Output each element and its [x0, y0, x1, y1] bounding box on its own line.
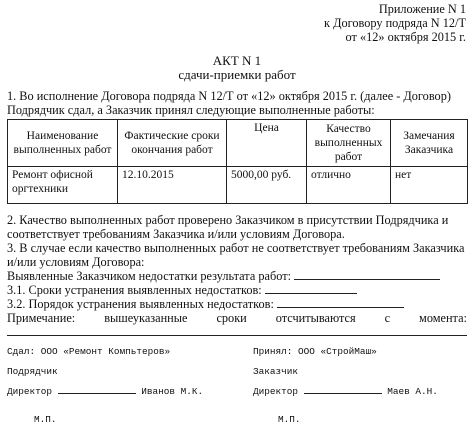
- customer-position: Директор: [253, 386, 299, 397]
- contractor-signature-line: [7, 386, 203, 398]
- paragraph-2: [7, 213, 448, 241]
- note-word-4: отсчитываются: [275, 311, 356, 325]
- note-word-6: момента:: [419, 311, 467, 325]
- paragraph-1: [7, 89, 451, 117]
- cell-remarks: нет: [391, 167, 468, 204]
- contractor-handed: Сдал: ООО «Ремонт Компьтеров»: [7, 346, 171, 357]
- note-word-1: Примечание:: [7, 311, 76, 325]
- deadline-blank: [265, 293, 357, 294]
- table-header-row: [8, 120, 468, 167]
- note-word-5: с: [384, 311, 391, 325]
- defects-blank: [294, 279, 440, 280]
- procedure-label: 3.2. Порядок устранения выявленных недостатков:: [7, 297, 274, 311]
- paragraph-3: [7, 241, 467, 339]
- paragraph-3-line-1: 3. В случае если качество выполненных работ не соответствует требованиям Заказчика: [7, 241, 465, 255]
- procedure-blank: [277, 307, 404, 308]
- contractor-position: Директор: [7, 386, 53, 397]
- customer-accepted: Принял: ООО «СтройМаш»: [253, 346, 377, 357]
- customer-signature-blank: [304, 393, 382, 394]
- header-quality: Качество выполненных работ: [307, 120, 391, 167]
- paragraph-1-line-2: Подрядчик сдал, а Заказчик принял следующие выполненные работы:: [7, 103, 375, 117]
- paragraph-3-line-2: и/или условиям Договора:: [7, 255, 145, 269]
- customer-stamp: М.П.: [278, 414, 301, 425]
- appendix-line-2: к Договору подряда N 12/Т: [324, 16, 466, 30]
- contractor-role: Подрядчик: [7, 366, 58, 377]
- header-remarks: Замечания Заказчика: [391, 120, 468, 167]
- paragraph-2-line-1: 2. Качество выполненных работ проверено Заказчиком в присутствии Подрядчика и: [7, 213, 449, 227]
- note-line: [7, 311, 467, 325]
- note-blank: [7, 332, 467, 336]
- contractor-name: Иванов М.К.: [141, 386, 204, 397]
- customer-name: Маев А.Н.: [387, 386, 438, 397]
- customer-signature-line: [253, 386, 438, 398]
- cell-date: 12.10.2015: [118, 167, 227, 204]
- document-title: [0, 54, 474, 82]
- header-work-name: Наименование выполненных работ: [8, 120, 118, 167]
- table-row: [8, 167, 468, 204]
- cell-price: 5000,00 руб.: [227, 167, 307, 204]
- appendix-line-1: Приложение N 1: [378, 2, 466, 16]
- note-word-2: вышеуказанные: [104, 311, 188, 325]
- cell-work-name: Ремонт офисной оргтехники: [8, 167, 118, 204]
- procedure-line: [7, 297, 467, 311]
- paragraph-2-line-2: соответствует требованиям Заказчика и/или условиям Договора.: [7, 227, 345, 241]
- contractor-signature-blank: [58, 393, 136, 394]
- defects-label: Выявленные Заказчиком недостатки результата работ:: [7, 269, 291, 283]
- title-sub: сдачи-приемки работ: [178, 67, 296, 82]
- cell-quality: отлично: [307, 167, 391, 204]
- defects-line: [7, 269, 467, 283]
- works-table: [7, 119, 468, 204]
- customer-role: Заказчик: [253, 366, 299, 377]
- paragraph-1-line-1: 1. Во исполнение Договора подряда N 12/Т от «12» октября 2015 г. (далее - Договор): [7, 89, 451, 103]
- contractor-stamp: М.П.: [34, 414, 57, 425]
- deadline-label: 3.1. Сроки устранения выявленных недостатков:: [7, 283, 262, 297]
- header-price: Цена: [227, 120, 307, 167]
- title-main: АКТ N 1: [212, 53, 262, 68]
- appendix-line-3: от «12» октября 2015 г.: [345, 30, 466, 44]
- note-word-3: сроки: [216, 311, 247, 325]
- appendix-header: [324, 2, 466, 44]
- deadline-line: [7, 283, 467, 297]
- header-completion-date: Фактические сроки окончания работ: [118, 120, 227, 167]
